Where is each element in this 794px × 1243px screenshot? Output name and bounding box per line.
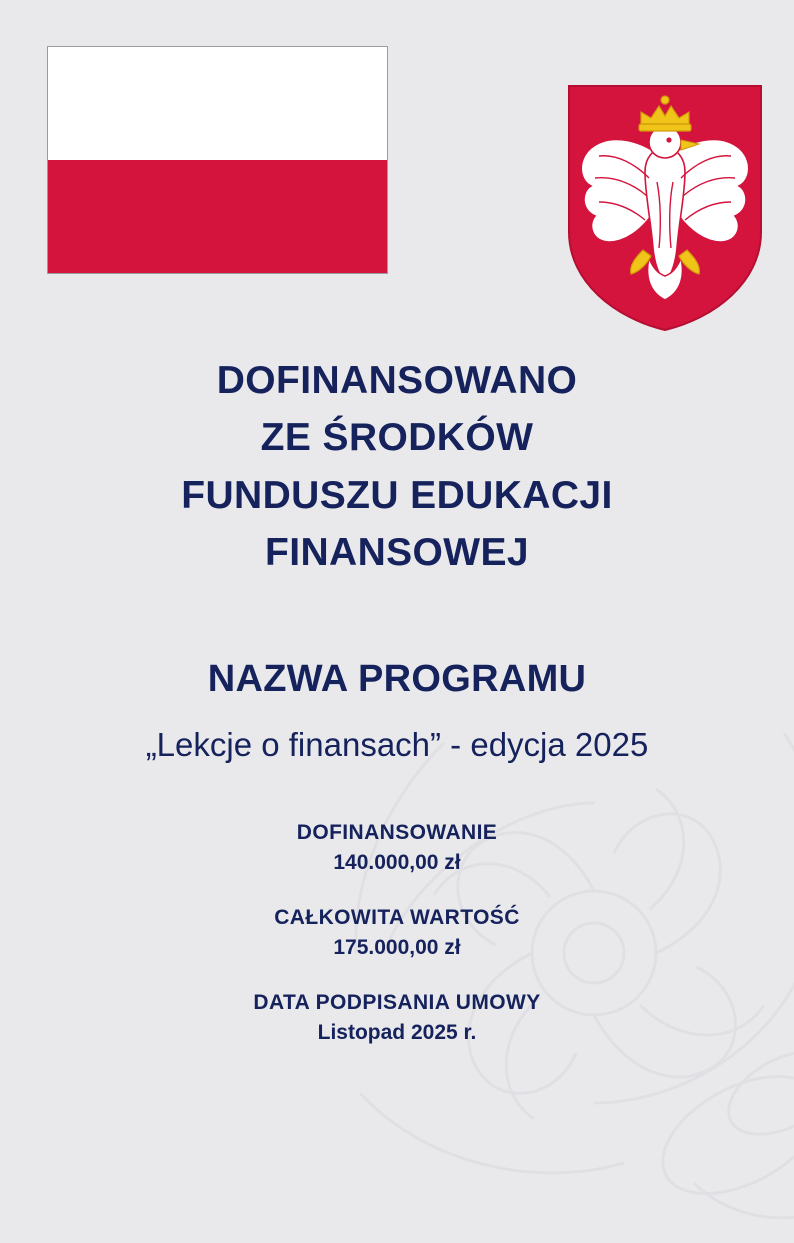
flag-white-stripe xyxy=(48,47,387,160)
flag-red-stripe xyxy=(48,160,387,273)
fact-signature-date xyxy=(0,988,794,1049)
polish-flag xyxy=(47,46,388,274)
polish-coat-of-arms xyxy=(565,82,765,334)
fact-funding-value: 140.000,00 zł xyxy=(333,851,461,875)
headline xyxy=(0,352,794,581)
headline-line-4: FINANSOWEJ xyxy=(264,530,529,574)
headline-line-2: ZE ŚRODKÓW xyxy=(260,416,534,460)
headline-line-3: FUNDUSZU EDUKACJI xyxy=(181,473,613,517)
fact-funding-label: DOFINANSOWANIE xyxy=(296,821,498,844)
program-label: NAZWA PROGRAMU xyxy=(207,658,587,700)
fact-signature-date-value: Listopad 2025 r. xyxy=(317,1021,477,1045)
headline-line-1: DOFINANSOWANO xyxy=(216,359,578,402)
emblems-row xyxy=(0,46,794,286)
fact-funding xyxy=(0,818,794,879)
fact-total-value-label: CAŁKOWITA WARTOŚĆ xyxy=(274,905,520,929)
fact-total-value-value: 175.000,00 zł xyxy=(333,936,461,960)
program-name: „Lekcje o finansach” - edycja 2025 xyxy=(145,726,649,763)
fact-signature-date-label: DATA PODPISANIA UMOWY xyxy=(253,990,541,1014)
fact-total-value xyxy=(0,903,794,964)
facts-block xyxy=(0,818,794,1073)
